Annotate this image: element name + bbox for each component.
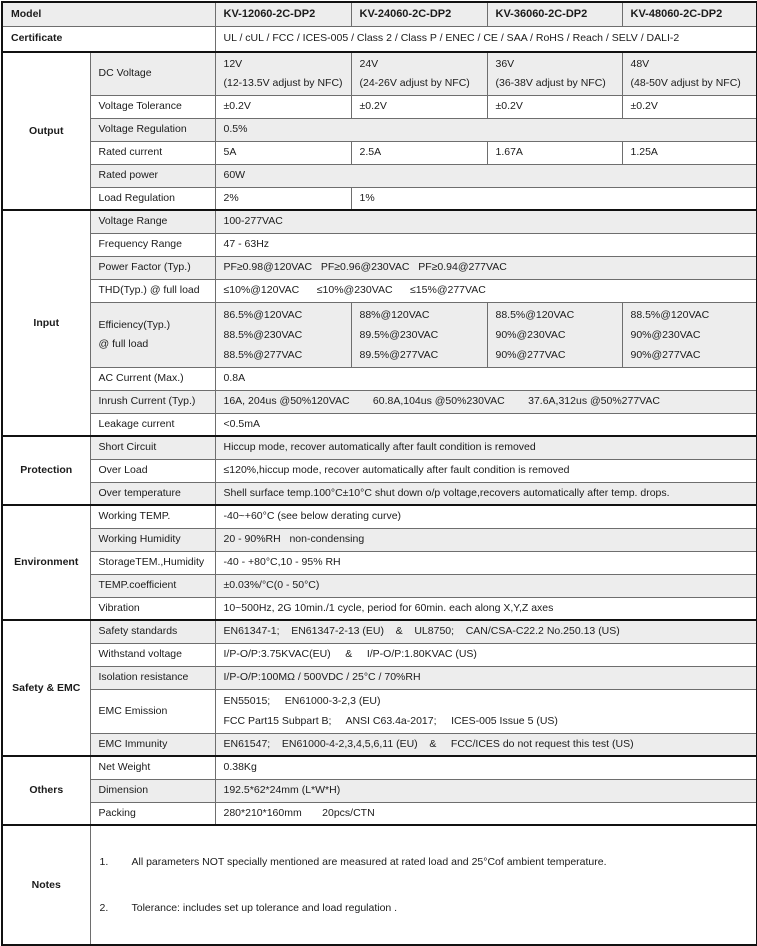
voltage-tolerance-row: [2, 95, 757, 118]
model-header-label: Model: [2, 2, 215, 26]
emc-emission-label: EMC Emission: [90, 689, 215, 733]
packing-label: Packing: [90, 802, 215, 825]
dimension-value: 192.5*62*24mm (L*W*H): [215, 779, 757, 802]
inrush-current-row: [2, 390, 757, 413]
storage-label: StorageTEM.,Humidity: [90, 551, 215, 574]
section-input-label: Input: [2, 210, 90, 436]
voltage-tolerance-label: Voltage Tolerance: [90, 95, 215, 118]
rated-current-value-2: 2.5A: [351, 141, 487, 164]
efficiency-value-2: 88%@120VAC 89.5%@230VAC 89.5%@277VAC: [351, 302, 487, 367]
net-weight-value: 0.38Kg: [215, 756, 757, 779]
rated-current-row: [2, 141, 757, 164]
safety-standards-row: [2, 620, 757, 643]
working-temp-value: -40~+60°C (see below derating curve): [215, 505, 757, 528]
vibration-label: Vibration: [90, 597, 215, 620]
certificate-row: [2, 26, 757, 52]
short-circuit-row: [2, 436, 757, 459]
spec-table: [1, 1, 757, 946]
voltage-regulation-value: 0.5%: [215, 118, 757, 141]
ac-current-row: [2, 367, 757, 390]
voltage-tolerance-value-2: ±0.2V: [351, 95, 487, 118]
frequency-range-row: [2, 233, 757, 256]
model-name-2: KV-24060-2C-DP2: [351, 2, 487, 26]
notes-row: [2, 825, 757, 945]
power-factor-value: PF≥0.98@120VAC PF≥0.96@230VAC PF≥0.94@277VAC: [215, 256, 757, 279]
section-others-label: Others: [2, 756, 90, 825]
temp-coefficient-value: ±0.03%/°C(0 - 50°C): [215, 574, 757, 597]
working-temp-row: [2, 505, 757, 528]
storage-row: [2, 551, 757, 574]
power-factor-row: [2, 256, 757, 279]
storage-value: -40 - +80°C,10 - 95% RH: [215, 551, 757, 574]
frequency-range-label: Frequency Range: [90, 233, 215, 256]
dc-voltage-value-4: 48V (48-50V adjust by NFC): [622, 52, 757, 95]
section-output-label: Output: [2, 52, 90, 210]
rated-power-value: 60W: [215, 164, 757, 187]
over-temperature-value: Shell surface temp.100°C±10°C shut down o/p voltage,recovers automatically after temp. drops.: [215, 482, 757, 505]
vibration-row: [2, 597, 757, 620]
efficiency-label: Efficiency(Typ.) @ full load: [90, 302, 215, 367]
dimension-label: Dimension: [90, 779, 215, 802]
safety-standards-value: EN61347-1; EN61347-2-13 (EU) & UL8750; CAN/CSA-C22.2 No.250.13 (US): [215, 620, 757, 643]
packing-value: 280*210*160mm 20pcs/CTN: [215, 802, 757, 825]
efficiency-value-3: 88.5%@120VAC 90%@230VAC 90%@277VAC: [487, 302, 622, 367]
dc-voltage-value-3: 36V (36-38V adjust by NFC): [487, 52, 622, 95]
dc-voltage-value-2: 24V (24-26V adjust by NFC): [351, 52, 487, 95]
model-name-1: KV-12060-2C-DP2: [215, 2, 351, 26]
efficiency-row: [2, 302, 757, 367]
withstand-voltage-row: [2, 643, 757, 666]
isolation-resistance-label: Isolation resistance: [90, 666, 215, 689]
leakage-current-label: Leakage current: [90, 413, 215, 436]
note-item-1: 1. All parameters NOT specially mentioned are measured at rated load and 25°Cof ambient temperature.: [99, 856, 607, 868]
thd-row: [2, 279, 757, 302]
isolation-resistance-value: I/P-O/P:100MΩ / 500VDC / 25°C / 70%RH: [215, 666, 757, 689]
over-load-value: ≤120%,hiccup mode, recover automatically after fault condition is removed: [215, 459, 757, 482]
load-regulation-row: [2, 187, 757, 210]
rated-current-value-1: 5A: [215, 141, 351, 164]
dimension-row: [2, 779, 757, 802]
withstand-voltage-label: Withstand voltage: [90, 643, 215, 666]
section-notes-label: Notes: [2, 825, 90, 945]
certificate-value: UL / cUL / FCC / ICES-005 / Class 2 / Class P / ENEC / CE / SAA / RoHS / Reach / SELV / DALI-2: [215, 26, 757, 52]
short-circuit-value: Hiccup mode, recover automatically after fault condition is removed: [215, 436, 757, 459]
short-circuit-label: Short Circuit: [90, 436, 215, 459]
over-load-row: [2, 459, 757, 482]
thd-label: THD(Typ.) @ full load: [90, 279, 215, 302]
over-temperature-row: [2, 482, 757, 505]
inrush-current-label: Inrush Current (Typ.): [90, 390, 215, 413]
rated-current-value-3: 1.67A: [487, 141, 622, 164]
voltage-range-row: [2, 210, 757, 233]
over-load-label: Over Load: [90, 459, 215, 482]
safety-standards-label: Safety standards: [90, 620, 215, 643]
working-humidity-label: Working Humidity: [90, 528, 215, 551]
leakage-current-row: [2, 413, 757, 436]
net-weight-row: [2, 756, 757, 779]
emc-emission-value: EN55015; EN61000-3-2,3 (EU) FCC Part15 Subpart B; ANSI C63.4a-2017; ICES-005 Issue 5 (US): [215, 689, 757, 733]
isolation-resistance-row: [2, 666, 757, 689]
section-environment-label: Environment: [2, 505, 90, 620]
emc-emission-row: [2, 689, 757, 733]
thd-value: ≤10%@120VAC ≤10%@230VAC ≤15%@277VAC: [215, 279, 757, 302]
temp-coefficient-label: TEMP.coefficient: [90, 574, 215, 597]
emc-immunity-value: EN61547; EN61000-4-2,3,4,5,6,11 (EU) & FCC/ICES do not request this test (US): [215, 733, 757, 756]
packing-row: [2, 802, 757, 825]
load-regulation-value-1: 2%: [215, 187, 351, 210]
rated-power-label: Rated power: [90, 164, 215, 187]
voltage-range-value: 100-277VAC: [215, 210, 757, 233]
working-humidity-value: 20 - 90%RH non-condensing: [215, 528, 757, 551]
inrush-current-value: 16A, 204us @50%120VAC 60.8A,104us @50%230VAC 37.6A,312us @50%277VAC: [215, 390, 757, 413]
efficiency-value-4: 88.5%@120VAC 90%@230VAC 90%@277VAC: [622, 302, 757, 367]
ac-current-label: AC Current (Max.): [90, 367, 215, 390]
voltage-tolerance-value-1: ±0.2V: [215, 95, 351, 118]
leakage-current-value: <0.5mA: [215, 413, 757, 436]
voltage-tolerance-value-4: ±0.2V: [622, 95, 757, 118]
rated-current-label: Rated current: [90, 141, 215, 164]
temp-coefficient-row: [2, 574, 757, 597]
vibration-value: 10~500Hz, 2G 10min./1 cycle, period for 60min. each along X,Y,Z axes: [215, 597, 757, 620]
power-factor-label: Power Factor (Typ.): [90, 256, 215, 279]
frequency-range-value: 47 - 63Hz: [215, 233, 757, 256]
model-name-4: KV-48060-2C-DP2: [622, 2, 757, 26]
emc-immunity-label: EMC Immunity: [90, 733, 215, 756]
voltage-tolerance-value-3: ±0.2V: [487, 95, 622, 118]
ac-current-value: 0.8A: [215, 367, 757, 390]
model-name-3: KV-36060-2C-DP2: [487, 2, 622, 26]
voltage-regulation-row: [2, 118, 757, 141]
model-header-row: [2, 2, 757, 26]
certificate-label: Certificate: [2, 26, 215, 52]
rated-power-row: [2, 164, 757, 187]
efficiency-value-1: 86.5%@120VAC 88.5%@230VAC 88.5%@277VAC: [215, 302, 351, 367]
voltage-regulation-label: Voltage Regulation: [90, 118, 215, 141]
load-regulation-value-2: 1%: [351, 187, 757, 210]
section-safety-emc-label: Safety & EMC: [2, 620, 90, 756]
rated-current-value-4: 1.25A: [622, 141, 757, 164]
notes-content: [90, 825, 757, 945]
withstand-voltage-value: I/P-O/P:3.75KVAC(EU) & I/P-O/P:1.80KVAC (US): [215, 643, 757, 666]
voltage-range-label: Voltage Range: [90, 210, 215, 233]
load-regulation-label: Load Regulation: [90, 187, 215, 210]
working-temp-label: Working TEMP.: [90, 505, 215, 528]
over-temperature-label: Over temperature: [90, 482, 215, 505]
note-item-2: 2. Tolerance: includes set up tolerance and load regulation .: [99, 902, 398, 914]
working-humidity-row: [2, 528, 757, 551]
dc-voltage-row: [2, 52, 757, 95]
net-weight-label: Net Weight: [90, 756, 215, 779]
section-protection-label: Protection: [2, 436, 90, 505]
emc-immunity-row: [2, 733, 757, 756]
dc-voltage-label: DC Voltage: [90, 52, 215, 95]
dc-voltage-value-1: 12V (12-13.5V adjust by NFC): [215, 52, 351, 95]
